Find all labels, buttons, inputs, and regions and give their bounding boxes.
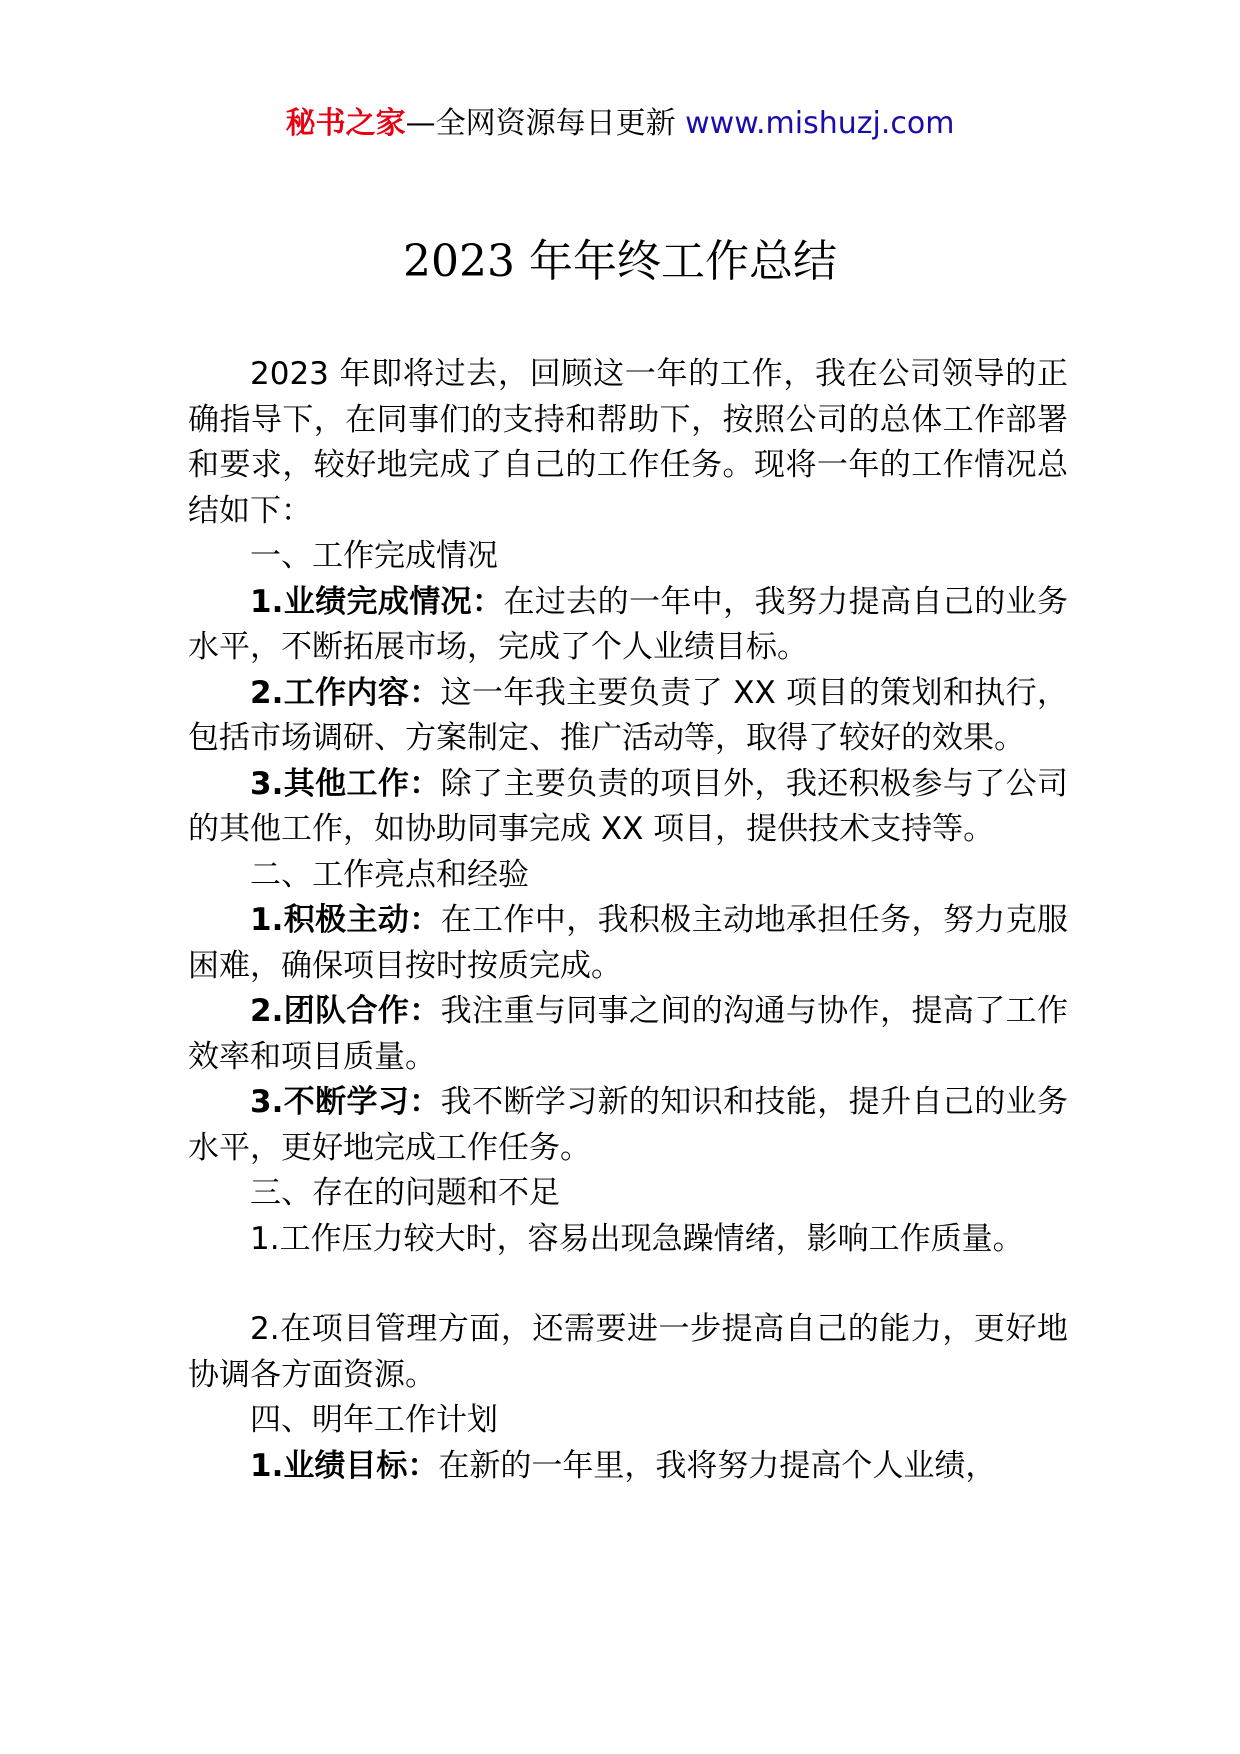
item-label: 1.积极主动： (250, 902, 441, 938)
intro-paragraph: 2023 年即将过去，回顾这一年的工作，我在公司领导的正确指导下，在同事们的支持和帮助下，按照公司的总体工作部署和要求，较好地完成了自己的工作任务。现将一年的工作情况总结如下： (188, 356, 1068, 529)
item-text: 这一年我主要负责了 XX 项目的策划和执行，包括市场调研、方案制定、推广活动等，取得了较好的效果。 (188, 674, 1068, 756)
item-label: 3.其他工作： (250, 765, 441, 802)
section-heading: 三、存在的问题和不足 (250, 1175, 560, 1211)
site-url-link[interactable]: www.mishuzj.com (685, 106, 955, 141)
item-label: 1.业绩完成情况： (250, 583, 504, 620)
document-body (188, 352, 1068, 1489)
item-label: 3.不断学习： (250, 1084, 441, 1120)
list-item (188, 671, 1068, 762)
document-title: 2023 年年终工作总结 (403, 236, 837, 287)
item-label: 1.业绩目标： (250, 1447, 439, 1484)
section-heading: 二、工作亮点和经验 (250, 856, 529, 893)
item-text: 在过去的一年中，我努力提高自己的业务水平，不断拓展市场，完成了个人业绩目标。 (188, 583, 1068, 665)
site-header (0, 100, 1240, 148)
list-item (188, 989, 1068, 1080)
section-heading: 四、明年工作计划 (250, 1402, 498, 1438)
item-text: 在新的一年里，我将努力提高个人业绩， (438, 1447, 997, 1484)
list-item (188, 898, 1068, 989)
section-heading: 一、工作完成情况 (250, 538, 498, 574)
list-item (188, 762, 1068, 853)
brand-name: 秘书之家 (285, 106, 406, 141)
item-text: 除了主要负责的项目外，我还积极参与了公司的其他工作，如协助同事完成 XX 项目，提供技术支持等。 (188, 765, 1068, 847)
item-label: 2.工作内容： (250, 674, 441, 711)
item-text: 我不断学习新的知识和技能，提升自己的业务水平，更好地完成工作任务。 (188, 1084, 1068, 1166)
item-text: 在工作中，我积极主动地承担任务，努力克服困难，确保项目按时按质完成。 (188, 902, 1068, 984)
list-item (188, 1444, 1068, 1490)
list-item (188, 1080, 1068, 1171)
list-item: 1.工作压力较大时，容易出现急躁情绪，影响工作质量。 (250, 1220, 1024, 1257)
header-tagline: —全网资源每日更新 (405, 106, 676, 141)
item-label: 2.团队合作： (250, 993, 441, 1029)
list-item: 2.在项目管理方面，还需要进一步提高自己的能力，更好地协调各方面资源。 (188, 1311, 1068, 1393)
list-item (188, 580, 1068, 671)
item-text: 我注重与同事之间的沟通与协作，提高了工作效率和项目质量。 (188, 993, 1068, 1075)
